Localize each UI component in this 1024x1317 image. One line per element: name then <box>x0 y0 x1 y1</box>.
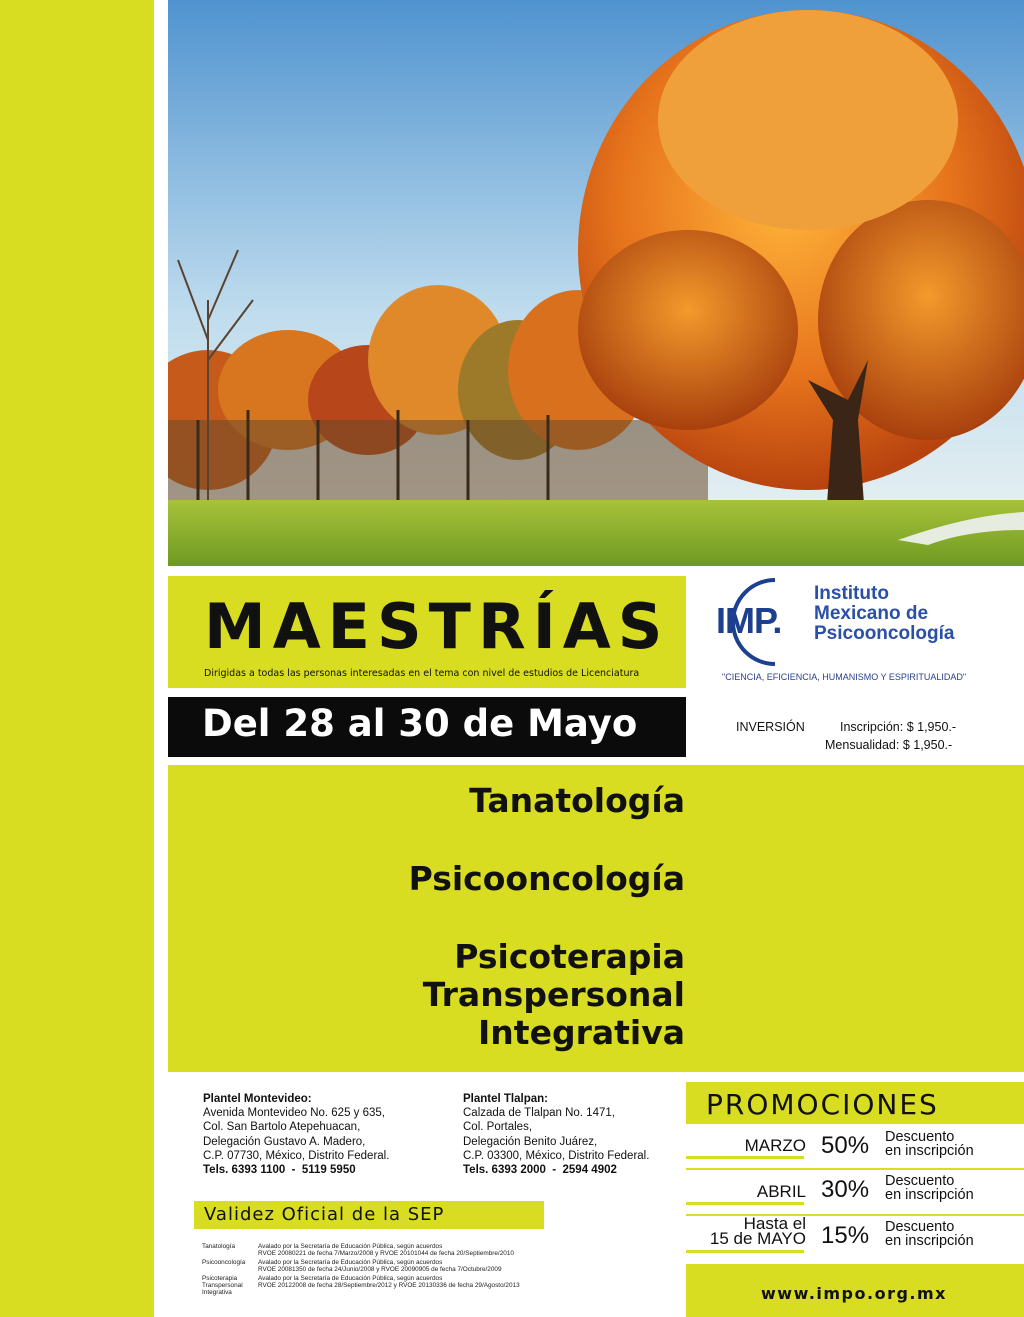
page-title: MAESTRÍAS <box>204 590 670 663</box>
promo-month: MARZO <box>744 1136 806 1155</box>
inscription-price: Inscripción: $ 1,950.- <box>840 720 957 734</box>
campus-phones: Tels. 6393 2000 - 2594 4902 <box>463 1164 617 1177</box>
institute-logo <box>716 576 1016 696</box>
logo-name <box>814 584 954 644</box>
promo-percent: 50% <box>821 1132 870 1159</box>
promo-description <box>885 1130 974 1158</box>
date-banner <box>168 697 686 757</box>
autumn-tree-landscape-image <box>168 0 1024 566</box>
promo-row-marzo <box>686 1124 1024 1168</box>
promo-desc-line: Descuento <box>885 1129 955 1145</box>
campus-name: Plantel Tlalpan: <box>463 1093 548 1105</box>
promo-description <box>885 1220 974 1248</box>
rvoe-course-name <box>202 1275 262 1296</box>
promo-row-abril <box>686 1170 1024 1214</box>
logo-line-1: Instituto <box>814 583 889 604</box>
promo-desc-line: en inscripción <box>885 1233 974 1249</box>
campus-name: Plantel Montevideo: <box>203 1093 312 1105</box>
courses-panel <box>168 765 1024 1072</box>
left-accent-bar <box>0 0 154 1317</box>
campus-montevideo <box>203 1092 389 1177</box>
promotions-title: PROMOCIONES <box>706 1088 939 1121</box>
promo-description <box>885 1174 974 1202</box>
course-psicooncologia: Psicooncología <box>408 859 685 898</box>
address-line: C.P. 07730, México, Distrito Federal. <box>203 1149 390 1162</box>
promo-underline <box>686 1250 804 1253</box>
rvoe-line: RVOE 20080221 de fecha 7/Marzo/2008 y RVOE 20101044 de fecha 20/Septiembre/2010 <box>258 1250 514 1257</box>
course-psicoterapia-line-2: Transpersonal <box>422 975 685 1014</box>
address-line: C.P. 03300, México, Distrito Federal. <box>463 1149 650 1162</box>
promo-row-mayo <box>686 1216 1024 1264</box>
promo-underline <box>686 1202 804 1205</box>
promo-month: ABRIL <box>756 1182 806 1201</box>
sep-validity-banner <box>194 1201 544 1229</box>
promo-desc-line: Descuento <box>885 1173 955 1189</box>
promo-month <box>710 1216 806 1246</box>
sep-validity-label: Validez Oficial de la SEP <box>204 1204 445 1225</box>
rvoe-line: RVOE 20122008 de fecha 28/Septiembre/2012 y RVOE 20130336 de fecha 29/Agosto/2013 <box>258 1282 520 1289</box>
address-line: Calzada de Tlalpan No. 1471, <box>463 1107 615 1120</box>
rvoe-name-line: Transpersonal <box>202 1282 243 1289</box>
event-dates: Del 28 al 30 de Mayo <box>202 702 638 745</box>
promotions-panel <box>686 1082 1024 1317</box>
rvoe-text <box>258 1243 514 1257</box>
rvoe-text <box>258 1259 502 1273</box>
rvoe-line: Avalado por la Secretaría de Educación Pública, según acuerdos <box>258 1259 443 1266</box>
address-line: Col. Portales, <box>463 1121 533 1134</box>
promo-desc-line: Descuento <box>885 1219 955 1235</box>
website-link[interactable]: www.impo.org.mx <box>761 1284 947 1303</box>
page-subtitle: Dirigidas a todas las personas interesadas en el tema con nivel de estudios de Licenciatura <box>204 668 640 679</box>
monthly-price: Mensualidad: $ 1,950.- <box>825 738 953 752</box>
logo-mark: IMP. <box>716 600 782 641</box>
rvoe-name-line: Integrativa <box>202 1289 232 1296</box>
title-panel <box>168 576 686 688</box>
investment-label: INVERSIÓN <box>736 720 805 734</box>
course-tanatologia: Tanatología <box>469 781 685 820</box>
rvoe-line: Avalado por la Secretaría de Educación Pública, según acuerdos <box>258 1275 443 1282</box>
logo-line-2: Mexicano de <box>814 603 929 624</box>
address-line: Col. San Bartolo Atepehuacan, <box>203 1121 361 1134</box>
rvoe-course-name: Tanatología <box>202 1243 236 1250</box>
promo-percent: 15% <box>821 1222 870 1249</box>
promo-percent: 30% <box>821 1176 870 1203</box>
address-line: Avenida Montevideo No. 625 y 635, <box>203 1107 385 1120</box>
rvoe-name-line: Psicoterapia <box>202 1275 238 1282</box>
campus-phones: Tels. 6393 1100 - 5119 5950 <box>203 1164 356 1177</box>
rvoe-line: Avalado por la Secretaría de Educación Pública, según acuerdos <box>258 1243 443 1250</box>
rvoe-text <box>258 1275 520 1289</box>
course-psicoterapia-line-3: Integrativa <box>478 1013 685 1052</box>
course-psicoterapia-line-1: Psicoterapia <box>454 937 685 976</box>
logo-line-3: Psicooncología <box>814 623 955 644</box>
campus-tlalpan <box>463 1092 649 1177</box>
promo-desc-line: en inscripción <box>885 1187 974 1203</box>
address-line: Delegación Gustavo A. Madero, <box>203 1135 366 1148</box>
promo-desc-line: en inscripción <box>885 1143 974 1159</box>
promo-month-line: 15 de MAYO <box>709 1229 806 1248</box>
promo-month-line: Hasta el <box>743 1214 806 1233</box>
logo-slogan: "CIENCIA, EFICIENCIA, HUMANISMO Y ESPIRITUALIDAD" <box>722 672 967 682</box>
rvoe-course-name: Psicooncología <box>202 1259 246 1266</box>
promo-underline <box>686 1156 804 1159</box>
rvoe-line: RVOE 20081350 de fecha 24/Junio/2008 y RVOE 20090905 de fecha 7/Octubre/2009 <box>258 1266 502 1273</box>
address-line: Delegación Benito Juárez, <box>463 1135 598 1148</box>
